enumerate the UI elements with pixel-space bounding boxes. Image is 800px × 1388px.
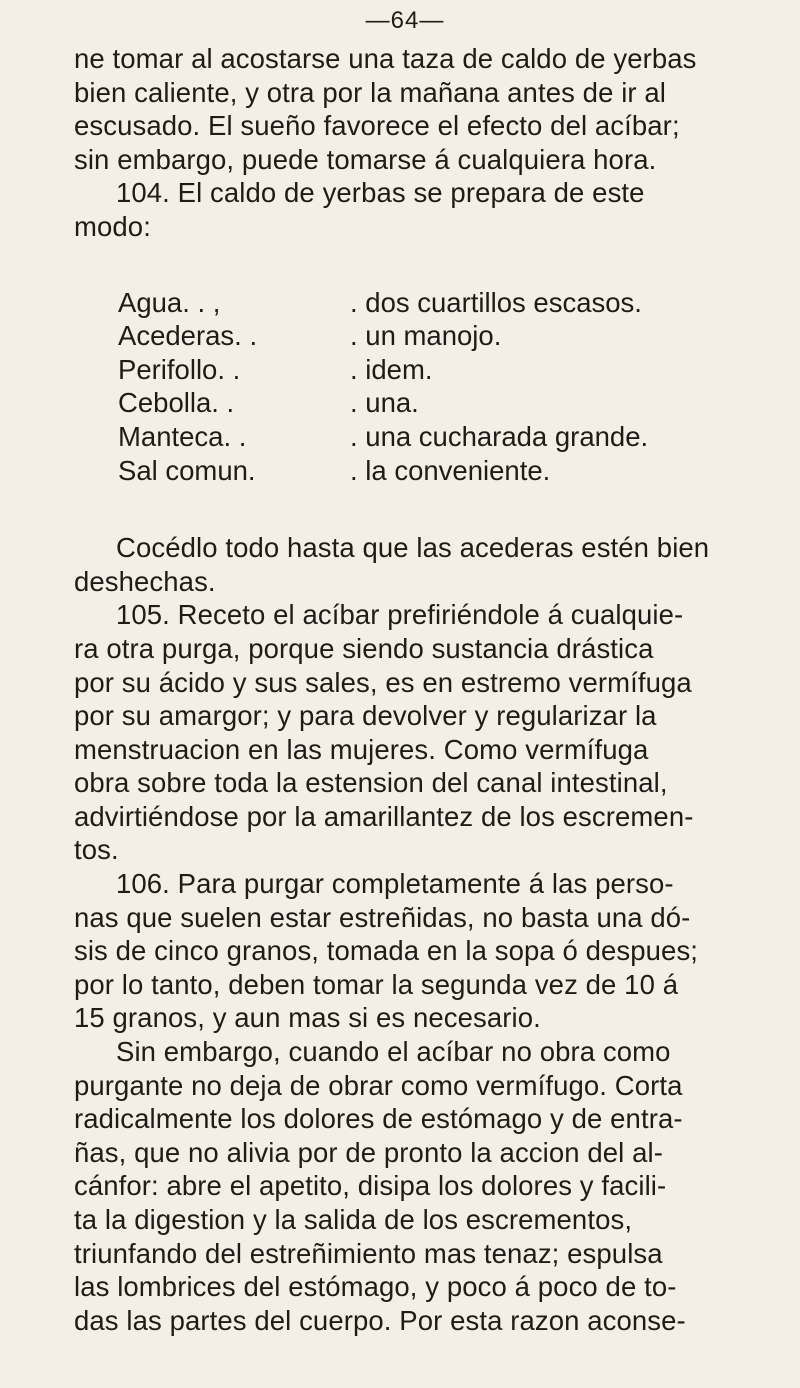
text-line: radicalmente los dolores de estómago y de entra- xyxy=(74,1103,683,1135)
ingredient-quantity: . dos cuartillos escasos. xyxy=(350,286,642,318)
paragraph-continuation xyxy=(74,42,736,176)
text-line: deshechas. xyxy=(74,565,216,597)
paragraph-instructions xyxy=(74,531,736,598)
text-line: obra sobre toda la estension del canal intestinal, xyxy=(74,767,668,799)
text-line: tos. xyxy=(74,834,119,866)
ingredient-name: Manteca. . xyxy=(118,420,247,452)
ingredient-name: Perifollo. . xyxy=(118,353,241,385)
text-line: nas que suelen estar estreñidas, no basta una dó- xyxy=(74,901,691,933)
text-line: ñas, que no alivia por de pronto la accion del al- xyxy=(74,1136,663,1168)
text-line: purgante no deja de obrar como vermífugo. Corta xyxy=(74,1069,683,1101)
text-line: triunfando del estreñimiento mas tenaz; espulsa xyxy=(74,1237,663,1269)
bottom-text xyxy=(74,531,736,1337)
text-line: ta la digestion y la salida de los escrementos, xyxy=(74,1204,633,1235)
text-line: 105. Receto el acíbar prefiriéndole á cualquie- xyxy=(116,599,684,631)
text-line: ra otra purga, porque siendo sustancia drástica xyxy=(74,632,654,664)
text-line: bien caliente, y otra por la mañana antes de ir al xyxy=(74,76,667,108)
ingredient-quantity: . idem. xyxy=(350,353,433,385)
paragraph-106 xyxy=(74,867,736,1035)
text-line: ne tomar al acostarse una taza de caldo de yerbas xyxy=(74,43,697,74)
text-line: por su amargor; y para devolver y regularizar la xyxy=(74,700,657,732)
ingredient-name: Sal comun. xyxy=(118,454,256,486)
text-line: por su ácido y sus sales, es en estremo vermífuga xyxy=(74,666,692,698)
text-line: sin embargo, puede tomarse á cualquiera hora. xyxy=(74,143,657,175)
text-line: 15 granos, y aun mas si es necesario. xyxy=(74,1002,541,1034)
ingredient-name: Agua. . , xyxy=(118,286,221,318)
text-line: Cocédlo todo hasta que las acederas estén bien xyxy=(116,532,710,564)
text-line: por lo tanto, deben tomar la segunda vez de 10 á xyxy=(74,968,679,1000)
ingredient-quantity: . la conveniente. xyxy=(350,454,551,486)
text-line: das las partes del cuerpo. Por esta razon aconse- xyxy=(74,1304,686,1336)
paragraph-104 xyxy=(74,176,736,243)
paragraph-105 xyxy=(74,598,736,867)
text-line: cánfor: abre el apetito, disipa los dolores y facili- xyxy=(74,1170,667,1202)
text-line: las lombrices del estómago, y poco á poco de to- xyxy=(74,1271,677,1303)
text-line: 104. El caldo de yerbas se prepara de este xyxy=(116,177,645,209)
text-line: escusado. El sueño favorece el efecto del acíbar; xyxy=(74,110,680,142)
page-number: —64— xyxy=(365,7,445,34)
recipe-row xyxy=(118,420,736,454)
text-line: 106. Para purgar completamente á las perso- xyxy=(116,868,674,900)
ingredient-quantity: . una. xyxy=(350,387,419,419)
ingredient-name: Cebolla. . xyxy=(118,387,235,419)
text-line: Sin embargo, cuando el acíbar no obra como xyxy=(116,1036,671,1068)
recipe-row xyxy=(118,454,736,488)
top-text xyxy=(74,42,736,244)
text-line: advirtiéndose por la amarillantez de los escremen- xyxy=(74,800,694,832)
paragraph-final xyxy=(74,1035,736,1337)
ingredient-quantity: . una cucharada grande. xyxy=(350,420,649,452)
text-line: menstruacion en las mujeres. Como vermífuga xyxy=(74,733,649,765)
ingredient-name: Acederas. . xyxy=(118,320,258,352)
broth-recipe xyxy=(118,286,736,488)
ingredient-quantity: . un manojo. xyxy=(350,320,502,352)
text-line: modo: xyxy=(74,210,151,242)
recipe-row xyxy=(118,353,736,387)
recipe-row xyxy=(118,286,736,320)
recipe-row xyxy=(118,319,736,353)
recipe-row xyxy=(118,386,736,420)
text-line: sis de cinco granos, tomada en la sopa ó despues; xyxy=(74,935,699,967)
